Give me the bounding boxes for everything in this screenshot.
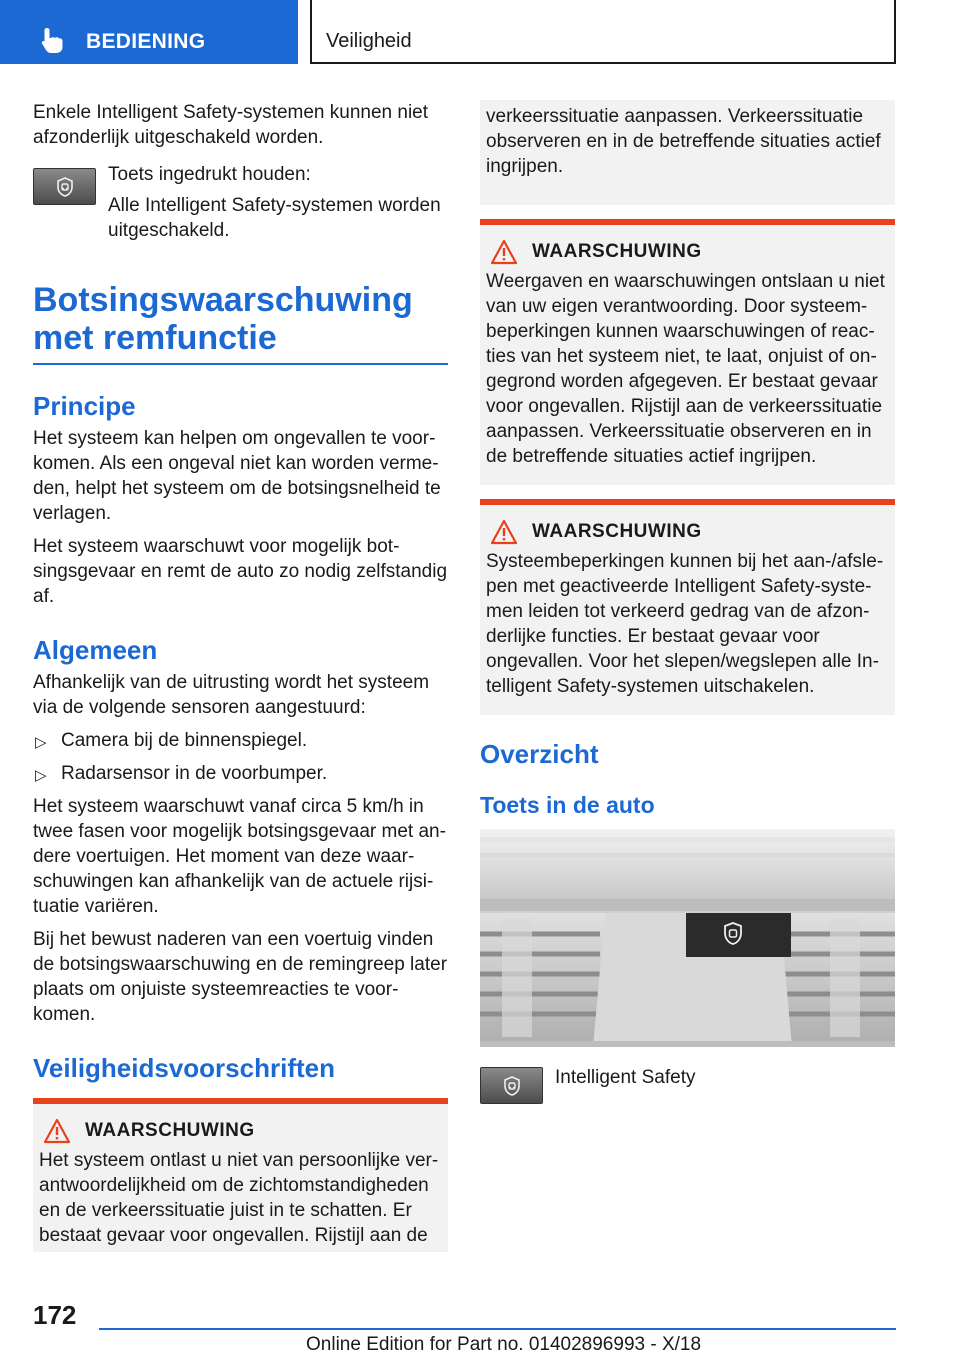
warning-triangle-icon	[490, 519, 518, 545]
heading-overzicht: Overzicht	[480, 739, 599, 769]
heading-toets: Toets in de auto	[480, 792, 655, 818]
heading-veiligheid: Veiligheidsvoorschriften	[33, 1053, 335, 1083]
warning-label: WAARSCHUWING	[532, 241, 702, 262]
warning-text-continued: verkeerssituatie aanpassen. Verkeerssituatie observeren en in de betreffende situaties actief ingrijpen.	[486, 106, 881, 177]
left-column	[33, 100, 448, 1252]
algemeen-paragraph-3: Bij het bewust naderen van een voertuig vinden de botsingswaarschuwing en de remingreep later plaats om onjuiste systeemreacties te voorkomen.	[33, 929, 448, 1025]
page-number: 172	[33, 1300, 77, 1330]
list-item: ▷ Radarsensor in de voorbumper.	[33, 761, 448, 786]
warning-text: Weergaven en waarschuwingen ontslaan u niet van uw eigen verantwoording. Door systeembeperkingen kunnen waarschuwingen of reacties van het systeem niet, te laat, onjuist of ongegrond worden afgegeven. Er bestaat gevaar voor ongevallen. Rijstijl aan de verkeerssituatie aanpassen. Verkeerssituatie observeren en in de betreffende situaties actief ingrijpen.	[486, 271, 885, 467]
algemeen-paragraph-1: Afhankelijk van de uitrusting wordt het systeem via de volgende sensoren aangestuurd:	[33, 672, 430, 718]
chapter-tab[interactable]	[0, 0, 298, 64]
section-label: Veiligheid	[326, 30, 412, 52]
heading-principe: Principe	[33, 391, 136, 421]
warning-label: WAARSCHUWING	[85, 1120, 255, 1141]
triangle-bullet-icon: ▷	[35, 734, 47, 751]
key-instruction	[33, 162, 448, 243]
car-shield-icon	[56, 177, 74, 197]
sensor-list	[33, 728, 448, 786]
list-item: ▷ Camera bij de binnenspiegel.	[33, 728, 448, 753]
warning-text: Het systeem ontlast u niet van persoonlijke verantwoordelijkheid om de zichtomstandigheden en de verkeerssituatie juist in te schatten. Er bestaat gevaar voor ongevallen. Rijstijl aan de	[39, 1150, 439, 1246]
principe-paragraph-2: Het systeem waarschuwt voor mogelijk botsingsgevaar en remt de auto zo nodig zelfstandig af.	[33, 536, 448, 607]
legend-caption: Intelligent Safety	[555, 1067, 696, 1088]
algemeen-paragraph-2: Het systeem waarschuwt vanaf circa 5 km/h in twee fasen voor mogelijk botsingsgevaar met andere voertuigen. Het moment van deze waarschuwingen kan afhankelijk van de actuele rijsituatie variëren.	[33, 796, 446, 917]
intro-text: Enkele Intelligent Safety-systemen kunnen niet afzonderlijk uitgeschakeld worden.	[33, 102, 429, 148]
footer-edition: Online Edition for Part no. 01402896993 - X/18	[306, 1334, 702, 1355]
dashboard-illustration	[480, 829, 895, 1047]
warning-box-2	[480, 219, 895, 485]
dashboard-photo	[480, 829, 895, 1047]
main-heading: Botsingswaarschuwing met remfunctie	[33, 281, 448, 365]
key-line-2: Alle Intelligent Safety-systemen worden uitgeschakeld.	[108, 195, 441, 241]
right-column	[480, 100, 895, 1125]
key-line-1: Toets ingedrukt houden:	[108, 164, 311, 185]
principe-paragraph-1: Het systeem kan helpen om ongevallen te voorkomen. Als een ongeval niet kan worden vermeden, helpt het systeem om de botsingsnelheid te verlagen.	[33, 428, 441, 524]
warning-label: WAARSCHUWING	[532, 521, 702, 542]
warning-box-3	[480, 499, 895, 715]
car-shield-icon	[503, 1076, 521, 1096]
chapter-label: BEDIENING	[86, 30, 206, 53]
warning-triangle-icon	[43, 1118, 71, 1144]
intelligent-safety-button-image	[480, 1067, 543, 1104]
hand-pointer-icon	[40, 26, 66, 54]
warning-box-1	[33, 1098, 448, 1252]
warning-box-1-continued	[480, 100, 895, 205]
heading-algemeen: Algemeen	[33, 635, 158, 665]
footer-divider	[99, 1328, 896, 1330]
triangle-bullet-icon: ▷	[35, 767, 47, 784]
legend-row	[480, 1065, 895, 1125]
warning-triangle-icon	[490, 239, 518, 265]
section-header	[310, 0, 896, 64]
warning-text: Systeembeperkingen kunnen bij het aan-/afslepen met geactiveerde Intelligent Safety-systemen leiden tot verkeerd gedrag van de afzonderlijke functies. Er bestaat gevaar voor ongevallen. Voor het slepen/wegslepen alle Intelligent Safety-systemen uitschakelen.	[486, 551, 884, 697]
intelligent-safety-button-image	[33, 168, 96, 205]
